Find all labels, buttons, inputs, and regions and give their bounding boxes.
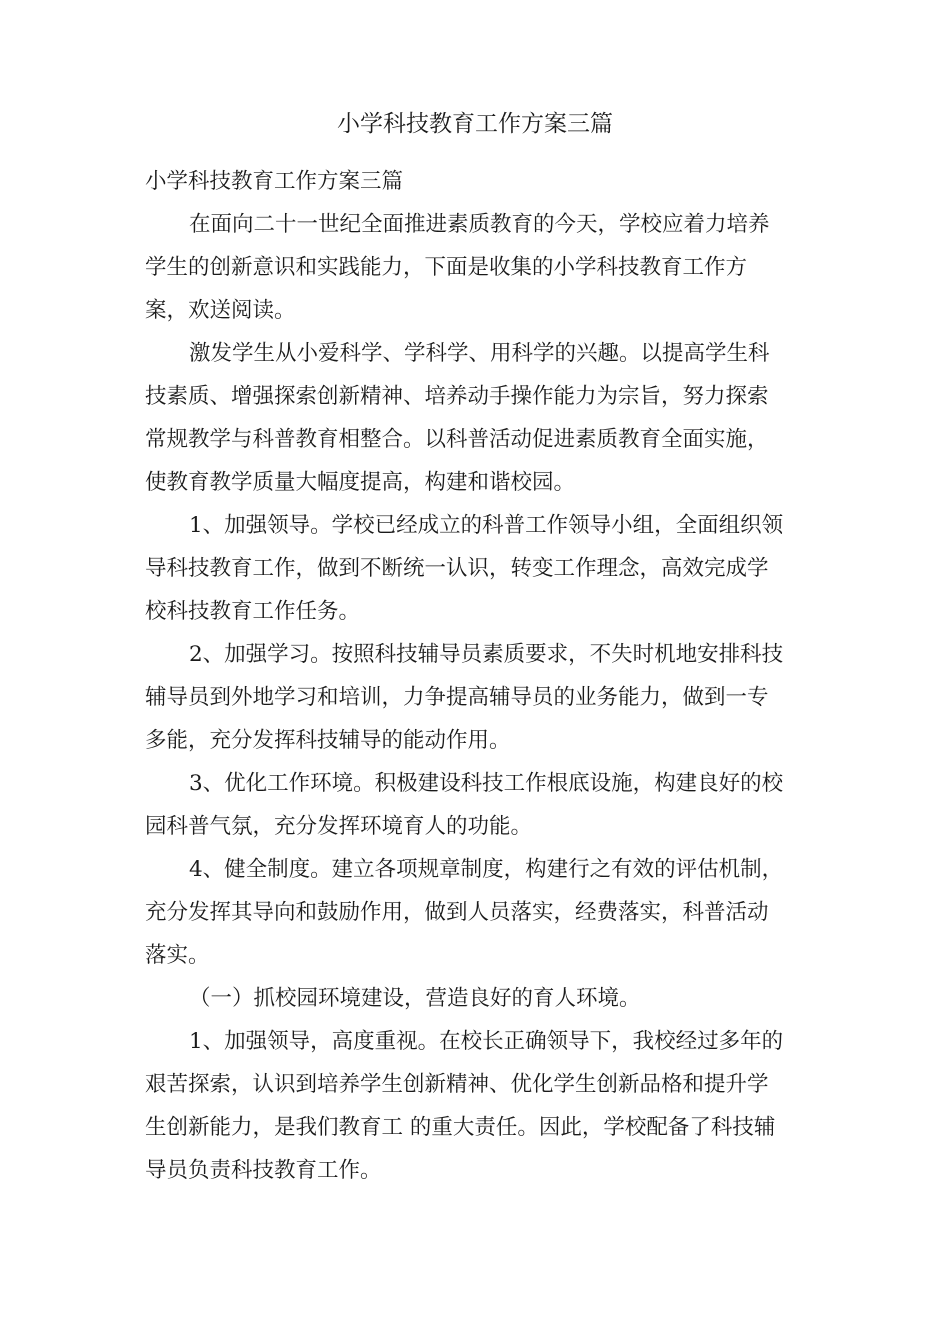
paragraph bbox=[145, 762, 807, 848]
section-heading: （一）抓校园环境建设，营造良好的育人环境。 bbox=[189, 986, 641, 1011]
paragraph bbox=[145, 848, 807, 977]
paragraph-line: 校科技教育工作任务。 bbox=[145, 599, 361, 624]
paragraph-line: 1、加强领导，高度重视。在校长正确领导下，我校经过多年的 bbox=[189, 1029, 784, 1054]
paragraph-line: 导科技教育工作，做到不断统一认识，转变工作理念，高效完成学 bbox=[145, 556, 769, 581]
paragraph-line: 多能，充分发挥科技辅导的能动作用。 bbox=[145, 728, 511, 753]
paragraph-line: 3、优化工作环境。积极建设科技工作根底设施，构建良好的校 bbox=[189, 771, 784, 796]
document-body bbox=[145, 160, 807, 1192]
paragraph-line: 4、健全制度。建立各项规章制度，构建行之有效的评估机制， bbox=[189, 857, 784, 882]
paragraph bbox=[145, 203, 807, 332]
paragraph-line: 园科普气氛，充分发挥环境育人的功能。 bbox=[145, 814, 533, 839]
paragraph bbox=[145, 1020, 807, 1192]
paragraph bbox=[145, 504, 807, 633]
paragraph-line: 1、加强领导。学校已经成立的科普工作领导小组，全面组织领 bbox=[189, 513, 784, 538]
paragraph-line: 2、加强学习。按照科技辅导员素质要求，不失时机地安排科技 bbox=[189, 642, 784, 667]
paragraph-line: 艰苦探索，认识到培养学生创新精神、优化学生创新品格和提升学 bbox=[145, 1072, 769, 1097]
paragraph bbox=[145, 332, 807, 504]
paragraph-line: 辅导员到外地学习和培训，力争提高辅导员的业务能力，做到一专 bbox=[145, 685, 769, 710]
paragraph-line: 在面向二十一世纪全面推进素质教育的今天，学校应着力培养 bbox=[189, 212, 770, 237]
paragraph bbox=[145, 633, 807, 762]
paragraph-line: 落实。 bbox=[145, 943, 210, 968]
paragraph-line: 激发学生从小爱科学、学科学、用科学的兴趣。以提高学生科 bbox=[189, 341, 770, 366]
paragraph-line: 技素质、增强探索创新精神、培养动手操作能力为宗旨，努力探索 bbox=[145, 384, 769, 409]
paragraph-line: 生创新能力，是我们教育工 的重大责任。因此，学校配备了科技辅 bbox=[145, 1115, 776, 1140]
paragraph-line: 学生的创新意识和实践能力，下面是收集的小学科技教育工作方 bbox=[145, 255, 748, 280]
paragraph-line: 常规教学与科普教育相整合。以科普活动促进素质教育全面实施， bbox=[145, 427, 769, 452]
paragraph-line: 导员负责科技教育工作。 bbox=[145, 1158, 382, 1183]
paragraph-line: 案，欢送阅读。 bbox=[145, 298, 296, 323]
document-subtitle: 小学科技教育工作方案三篇 bbox=[145, 169, 404, 194]
paragraph-line: 充分发挥其导向和鼓励作用，做到人员落实，经费落实，科普活动 bbox=[145, 900, 769, 925]
page-title: 小学科技教育工作方案三篇 bbox=[337, 111, 613, 137]
paragraph-line: 使教育教学质量大幅度提高，构建和谐校园。 bbox=[145, 470, 576, 495]
